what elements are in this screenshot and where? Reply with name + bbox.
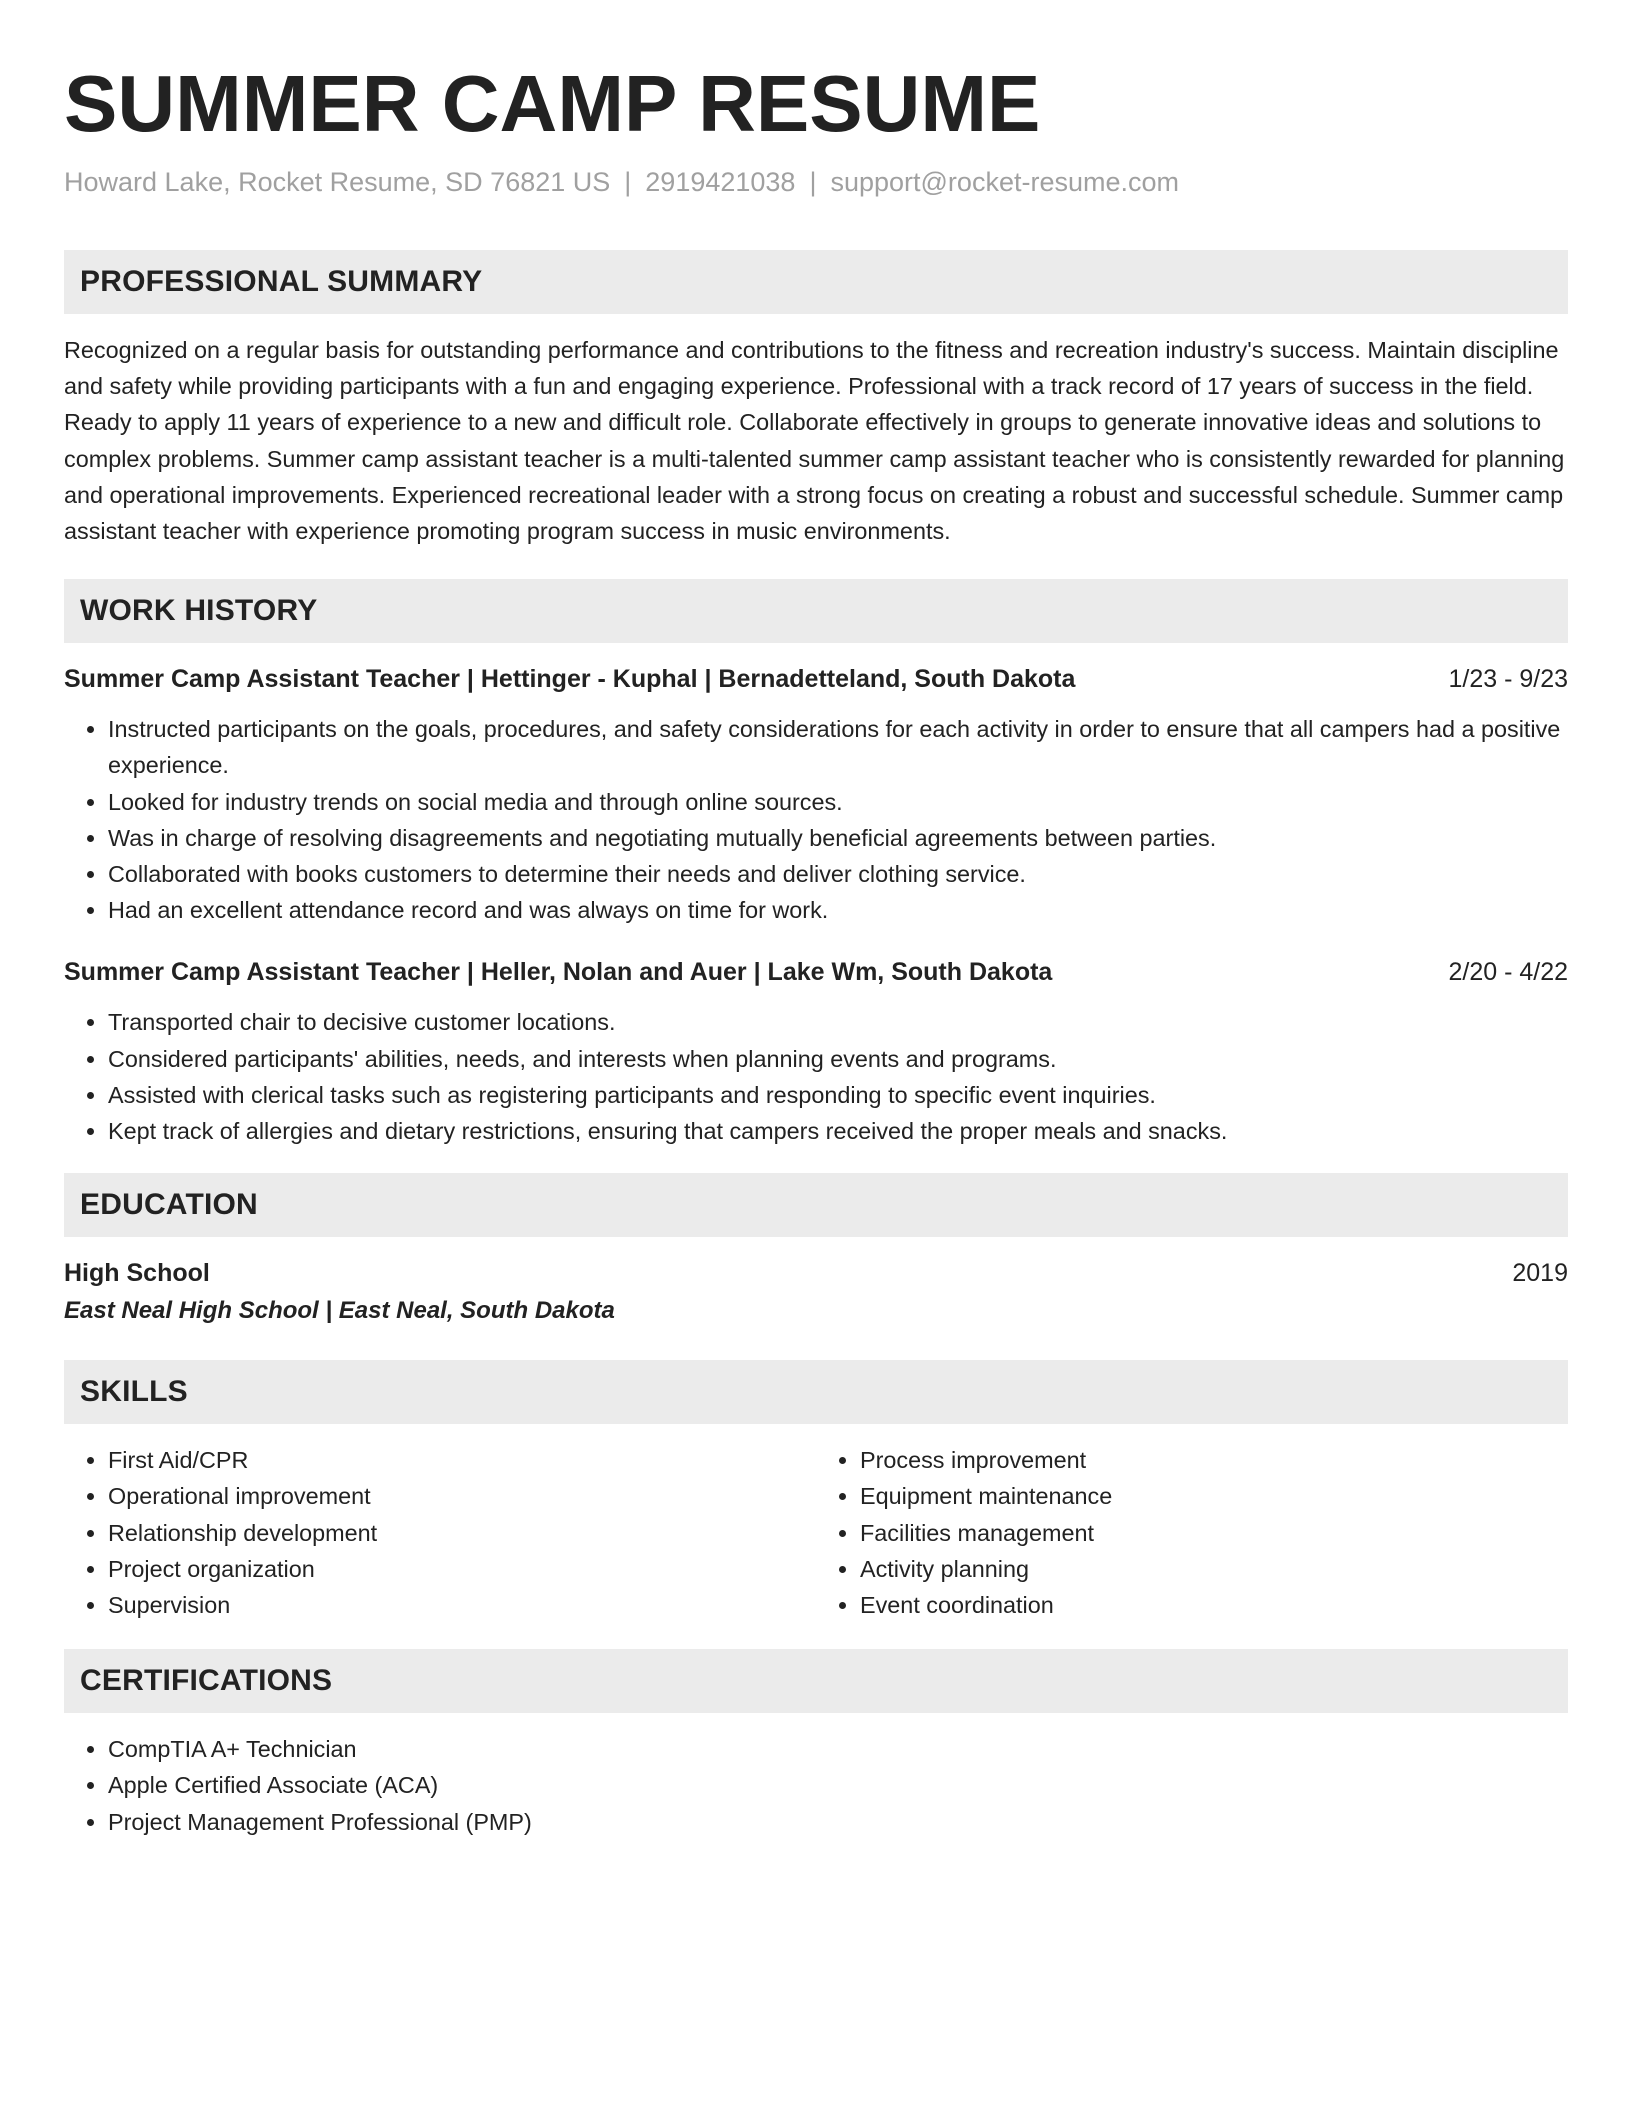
job-bullet-list <box>64 1004 1568 1149</box>
skill-item: • Event coordination <box>860 1587 1568 1623</box>
contact-phone: 2919421038 <box>645 167 796 197</box>
job-header <box>64 954 1568 990</box>
job-bullet: • Was in charge of resolving disagreements and negotiating mutually beneficial agreements between parties. <box>108 820 1568 856</box>
section-heading-work-history: WORK HISTORY <box>64 579 1568 643</box>
section-heading-certifications: CERTIFICATIONS <box>64 1649 1568 1713</box>
contact-email: support@rocket-resume.com <box>830 167 1179 197</box>
skill-item: • Supervision <box>108 1587 816 1623</box>
skill-item: • Facilities management <box>860 1515 1568 1551</box>
skill-item: • Project organization <box>108 1551 816 1587</box>
skill-item: • Process improvement <box>860 1442 1568 1478</box>
certification-item: • CompTIA A+ Technician <box>108 1731 1568 1767</box>
job-dates: 2/20 - 4/22 <box>1448 958 1568 987</box>
skill-item: • Activity planning <box>860 1551 1568 1587</box>
job-bullet: • Had an excellent attendance record and was always on time for work. <box>108 892 1568 928</box>
job-bullet: • Kept track of allergies and dietary restrictions, ensuring that campers received the proper meals and snacks. <box>108 1113 1568 1149</box>
contact-address: Howard Lake, Rocket Resume, SD 76821 US <box>64 167 611 197</box>
contact-separator: | <box>624 167 632 197</box>
skill-item: • First Aid/CPR <box>108 1442 816 1478</box>
skill-item: • Equipment maintenance <box>860 1478 1568 1514</box>
job-title: Summer Camp Assistant Teacher | Hettinger - Kuphal | Bernadetteland, South Dakota <box>64 665 1076 694</box>
job-dates: 1/23 - 9/23 <box>1448 665 1568 694</box>
certification-item: • Project Management Professional (PMP) <box>108 1804 1568 1840</box>
job-bullet: • Looked for industry trends on social media and through online sources. <box>108 784 1568 820</box>
section-heading-skills: SKILLS <box>64 1360 1568 1424</box>
job-entry <box>64 661 1568 928</box>
education-year: 2019 <box>1512 1259 1568 1288</box>
skill-item: • Relationship development <box>108 1515 816 1551</box>
education-entry <box>64 1255 1568 1330</box>
job-bullet: • Assisted with clerical tasks such as registering participants and responding to specific event inquiries. <box>108 1077 1568 1113</box>
skills-list-right <box>816 1442 1568 1623</box>
job-bullet: • Collaborated with books customers to determine their needs and deliver clothing service. <box>108 856 1568 892</box>
certification-item: • Apple Certified Associate (ACA) <box>108 1767 1568 1803</box>
certifications-list <box>64 1731 1568 1840</box>
job-bullet-list <box>64 711 1568 928</box>
education-degree: High School <box>64 1259 210 1288</box>
summary-paragraph: Recognized on a regular basis for outstanding performance and contributions to the fitness and recreation industry's success. Maintain discipline and safety while providing participants with a fun and engaging experience. Professional with a track record of 17 years of success in the field. Ready to apply 11 years of experience to a new and difficult role. Collaborate effectively in groups to generate innovative ideas and solutions to complex problems. Summer camp assistant teacher is a multi-talented summer camp assistant teacher who is consistently rewarded for planning and operational improvements. Experienced recreational leader with a strong focus on creating a robust and successful schedule. Summer camp assistant teacher with experience promoting program success in music environments. <box>64 337 1565 545</box>
education-header <box>64 1255 1568 1292</box>
section-heading-education: EDUCATION <box>64 1173 1568 1237</box>
skills-grid <box>64 1442 1568 1623</box>
contact-separator: | <box>809 167 817 197</box>
job-bullet: • Transported chair to decisive customer locations. <box>108 1004 1568 1040</box>
contact-line <box>64 164 1568 200</box>
page-title: SUMMER CAMP RESUME <box>64 59 1041 148</box>
section-heading-professional-summary: PROFESSIONAL SUMMARY <box>64 250 1568 314</box>
skill-item: • Operational improvement <box>108 1478 816 1514</box>
job-entry <box>64 954 1568 1149</box>
job-bullet: • Instructed participants on the goals, procedures, and safety considerations for each activity in order to ensure that all campers had a positive experience. <box>108 711 1568 783</box>
skills-list-left <box>64 1442 816 1623</box>
job-title: Summer Camp Assistant Teacher | Heller, Nolan and Auer | Lake Wm, South Dakota <box>64 958 1053 987</box>
job-header <box>64 661 1568 697</box>
job-bullet: • Considered participants' abilities, needs, and interests when planning events and programs. <box>108 1041 1568 1077</box>
education-school: East Neal High School | East Neal, South Dakota <box>64 1297 615 1325</box>
